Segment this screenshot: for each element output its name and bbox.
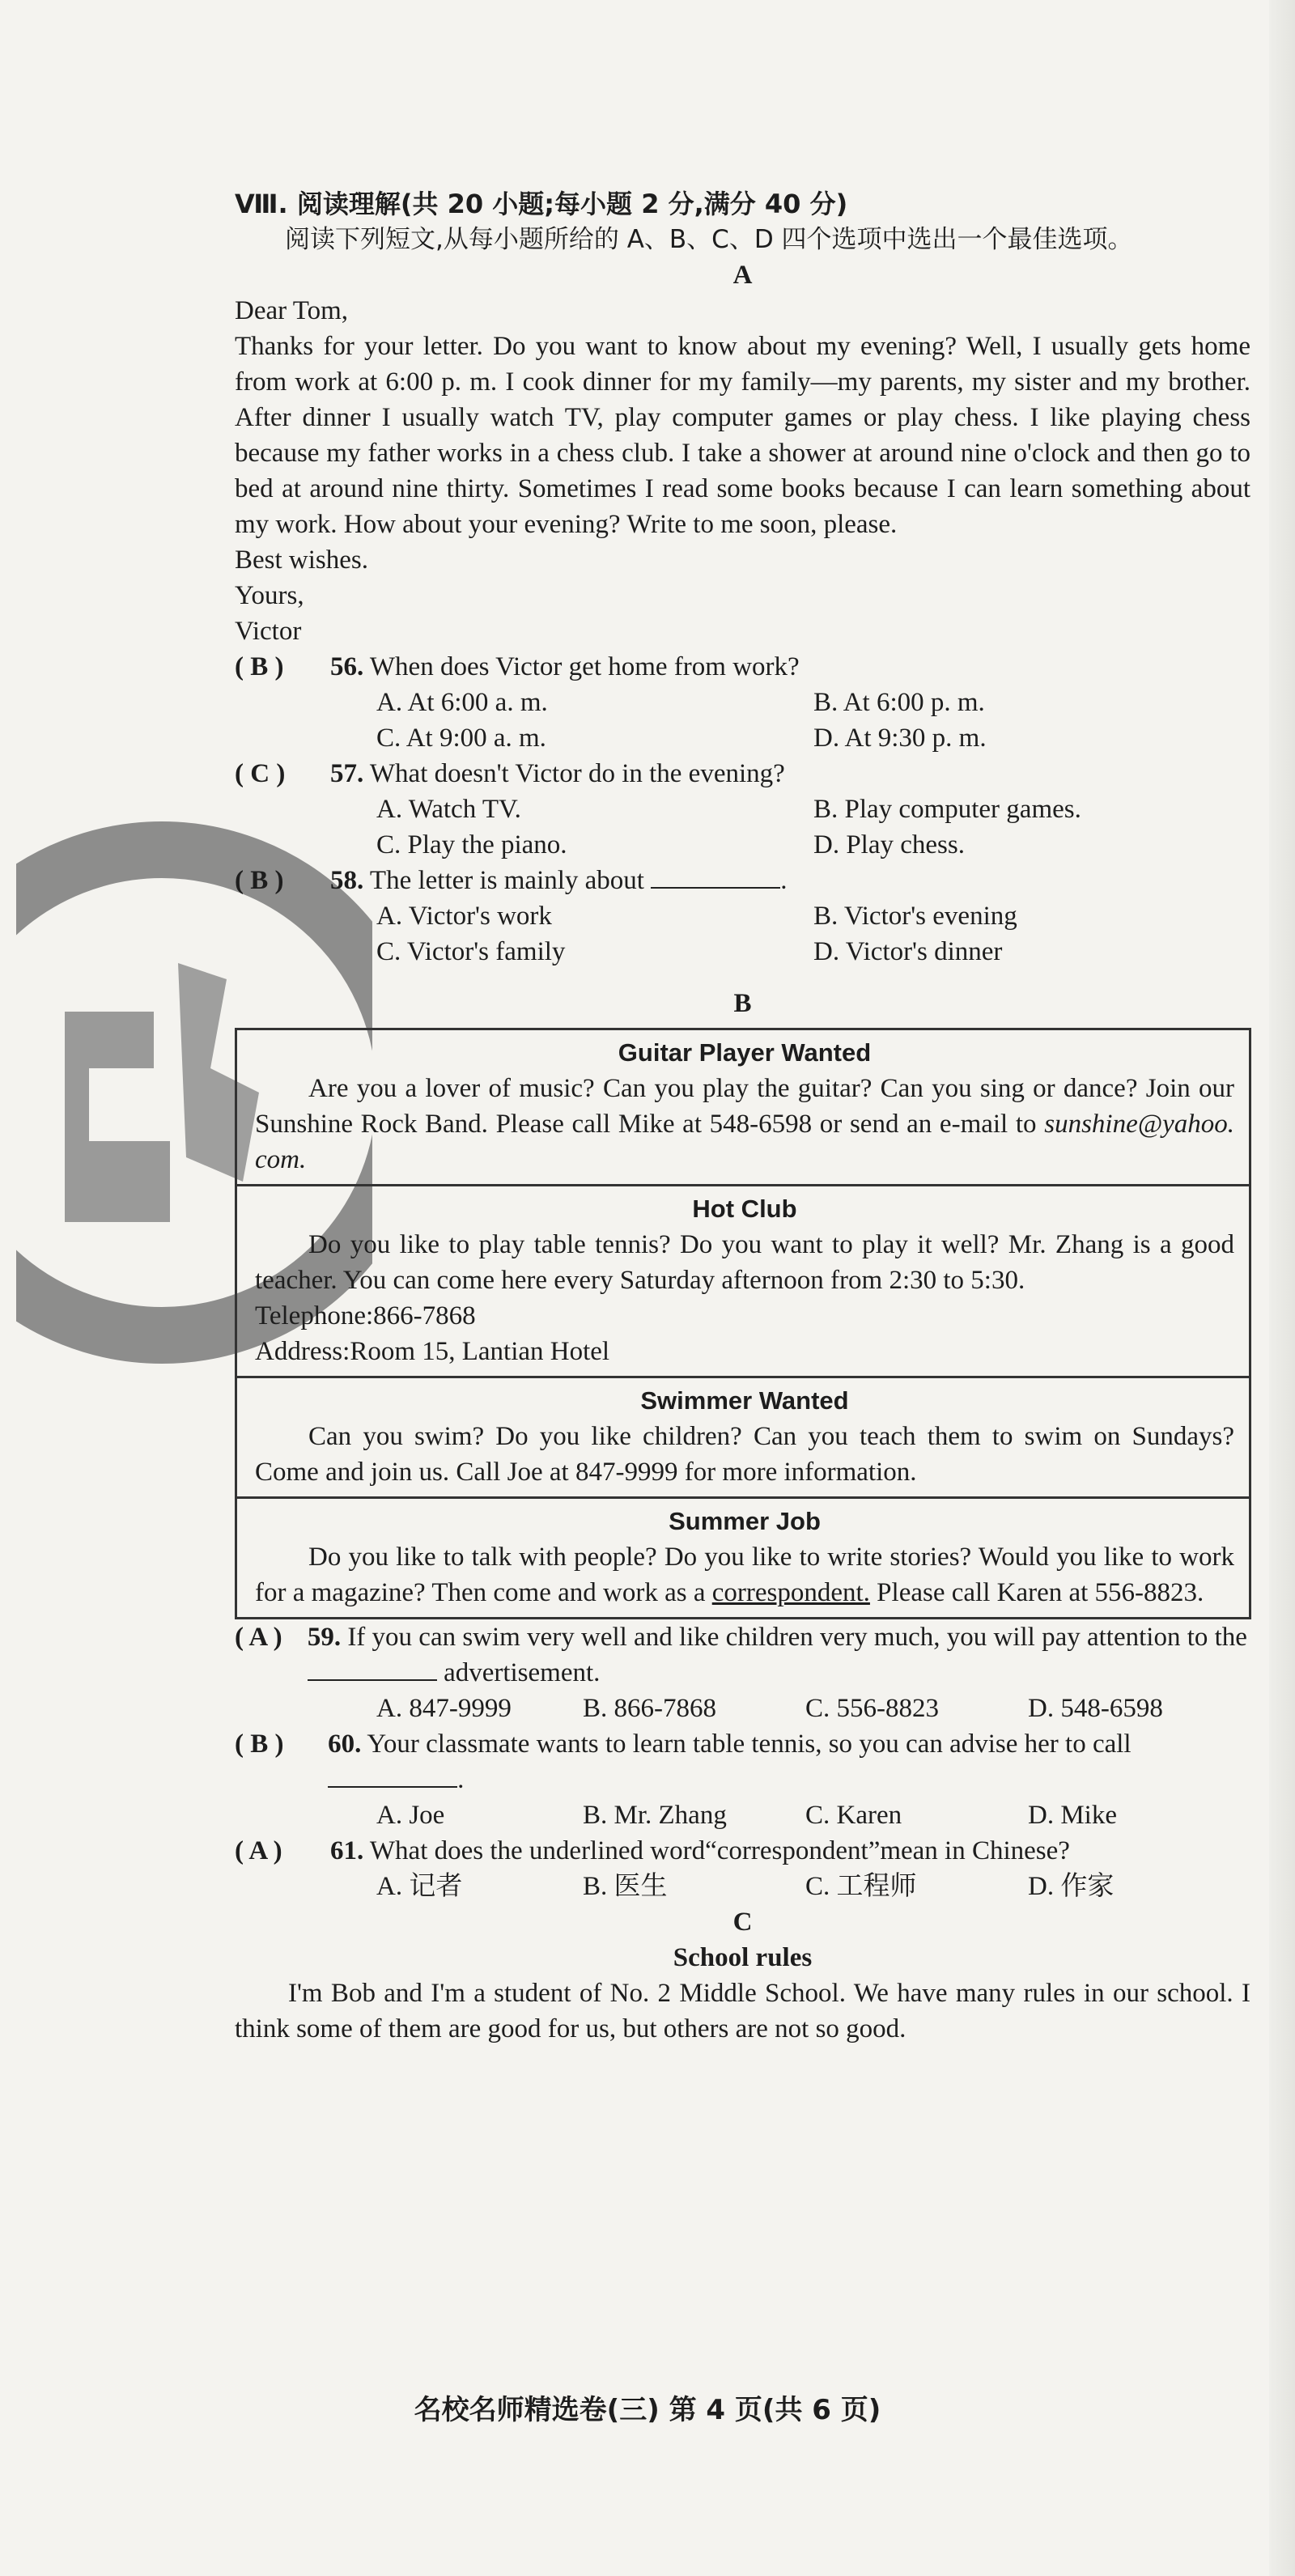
option-a: A. 847-9999 xyxy=(376,1694,512,1723)
option-c: C. 工程师 xyxy=(805,1872,917,1901)
option-d: D. Play chess. xyxy=(813,830,965,859)
ad-title: Summer Job xyxy=(669,1507,821,1535)
question-number: 59. xyxy=(307,1623,342,1652)
ad-body: Are you a lover of music? Can you play the guitar? Can you sing or dance? Join our Sunshine Rock Band. Please call Mike at 548-6598 or send an e-mail to xyxy=(255,1074,1234,1139)
option-b: B. Play computer games. xyxy=(813,795,1081,824)
question-57 xyxy=(235,756,1250,863)
passage-a-label: A xyxy=(732,261,753,290)
question-61 xyxy=(235,1833,1250,1904)
answer-mark: ( B ) xyxy=(235,866,284,895)
answer-mark: ( A ) xyxy=(235,1623,282,1652)
option-d: D. 548-6598 xyxy=(1028,1694,1163,1723)
option-d: D. 作家 xyxy=(1028,1872,1115,1901)
ad-guitar xyxy=(237,1030,1249,1184)
answer-mark: ( B ) xyxy=(235,652,284,681)
option-a: A. Watch TV. xyxy=(376,795,521,824)
page-edge-shadow xyxy=(1269,0,1295,2576)
ad-title: Swimmer Wanted xyxy=(640,1386,849,1415)
question-number: 58. xyxy=(330,866,364,895)
question-stem: What doesn't Victor do in the evening? xyxy=(369,759,785,788)
question-60 xyxy=(235,1726,1250,1833)
option-a: A. 记者 xyxy=(376,1872,463,1901)
option-a: A. Joe xyxy=(376,1801,445,1830)
section-instructions: 阅读下列短文,从每小题所给的 A、B、C、D 四个选项中选出一个最佳选项。 xyxy=(285,225,1133,254)
answer-blank[interactable] xyxy=(328,1762,457,1788)
option-d: D. At 9:30 p. m. xyxy=(813,724,987,753)
option-b: B. 866-7868 xyxy=(583,1694,716,1723)
ad-body: Can you swim? Do you like children? Can you teach them to swim on Sundays? Come and join us. Call Joe at 847-9999 for more information. xyxy=(255,1422,1234,1487)
question-stem: What does the underlined word“correspondent”mean in Chinese? xyxy=(369,1836,1070,1865)
passage-c-label: C xyxy=(732,1908,753,1937)
answer-blank[interactable] xyxy=(651,863,780,889)
ad-title: Hot Club xyxy=(692,1195,797,1223)
answer-mark: ( B ) xyxy=(235,1729,284,1759)
option-c: C. Karen xyxy=(805,1801,902,1830)
underlined-word: correspondent. xyxy=(711,1578,870,1607)
question-number: 57. xyxy=(330,759,364,788)
answer-mark: ( C ) xyxy=(235,759,286,788)
option-c: C. Victor's family xyxy=(376,937,566,966)
ad-summer-job xyxy=(237,1496,1249,1617)
passage-a-letter xyxy=(235,293,1250,649)
ad-body-end: Please call Karen at 556-8823. xyxy=(869,1578,1204,1607)
option-c: C. 556-8823 xyxy=(805,1694,939,1723)
letter-greeting: Dear Tom, xyxy=(235,296,349,325)
option-b: B. Victor's evening xyxy=(813,902,1017,931)
option-d: D. Victor's dinner xyxy=(813,937,1003,966)
option-b: B. Mr. Zhang xyxy=(583,1801,727,1830)
section-header: Ⅷ. 阅读理解(共 20 小题;每小题 2 分,满分 40 分) xyxy=(235,189,848,219)
question-stem: Your classmate wants to learn table tennis, so you can advise her to call xyxy=(367,1729,1132,1759)
answer-blank[interactable] xyxy=(308,1655,437,1681)
ad-title: Guitar Player Wanted xyxy=(618,1038,872,1067)
question-number: 56. xyxy=(330,652,364,681)
option-c: C. Play the piano. xyxy=(376,830,567,859)
question-58: ( B ) 58. The letter is mainly about . A. Victor's work B. Victor's evening C. Victor's family D. Victor's dinner xyxy=(235,863,1250,970)
ad-hot-club xyxy=(237,1184,1249,1376)
question-stem-end: . xyxy=(457,1765,465,1794)
letter-signature: Victor xyxy=(235,617,302,646)
option-a: A. Victor's work xyxy=(376,902,552,931)
option-c: C. At 9:00 a. m. xyxy=(376,724,546,753)
question-59 xyxy=(235,1619,1250,1726)
page-footer: 名校名师精选卷(三) 第 4 页(共 6 页) xyxy=(414,2394,881,2426)
question-number: 61. xyxy=(330,1836,364,1865)
question-stem: If you can swim very well and like children very much, you will pay attention to the xyxy=(347,1623,1247,1652)
option-b: B. 医生 xyxy=(583,1872,668,1901)
question-stem: When does Victor get home from work? xyxy=(369,652,800,681)
passage-c-body: I'm Bob and I'm a student of No. 2 Middle School. We have many rules in our school. I think some of them are good for us, but others are not so good. xyxy=(235,1979,1250,2043)
letter-body: Thanks for your letter. Do you want to know about my evening? Well, I usually gets home from work at 6:00 p. m. I cook dinner for my family—my parents, my sister and my brother. After dinner I usually watch TV, play computer games or play chess. I like playing chess because my father works in a chess club. I take a shower at around nine o'clock and then go to bed at around nine thirty. Sometimes I read some books because I can learn something about my work. How about your evening? Write to me soon, please. xyxy=(235,332,1250,539)
passage-b-label: B xyxy=(733,989,752,1018)
ad-body: Do you like to talk with people? Do you like to write stories? Would you like to work for a magazine? Then come and work as a xyxy=(255,1543,1234,1607)
exam-page xyxy=(235,186,1250,2047)
question-stem: The letter is mainly about xyxy=(369,866,644,895)
option-b: B. At 6:00 p. m. xyxy=(813,688,985,717)
option-d: D. Mike xyxy=(1028,1801,1117,1830)
ad-address: Address:Room 15, Lantian Hotel xyxy=(255,1337,610,1366)
ad-swimmer xyxy=(237,1376,1249,1496)
ad-body: Do you like to play table tennis? Do you want to play it well? Mr. Zhang is a good teacher. You can come here every Saturday afternoon from 2:30 to 5:30. xyxy=(255,1230,1234,1295)
ad-email: sunshine@yahoo. com. xyxy=(255,1110,1234,1174)
ads-box xyxy=(235,1028,1251,1619)
passage-c-title: School rules xyxy=(673,1943,813,1972)
question-number: 60. xyxy=(328,1729,362,1759)
question-stem-end: advertisement. xyxy=(444,1658,601,1687)
answer-mark: ( A ) xyxy=(235,1836,282,1865)
question-56 xyxy=(235,649,1250,756)
letter-closing: Best wishes. xyxy=(235,545,368,575)
letter-closing-yours: Yours, xyxy=(235,581,304,610)
option-a: A. At 6:00 a. m. xyxy=(376,688,548,717)
ad-telephone: Telephone:866-7868 xyxy=(255,1301,476,1330)
